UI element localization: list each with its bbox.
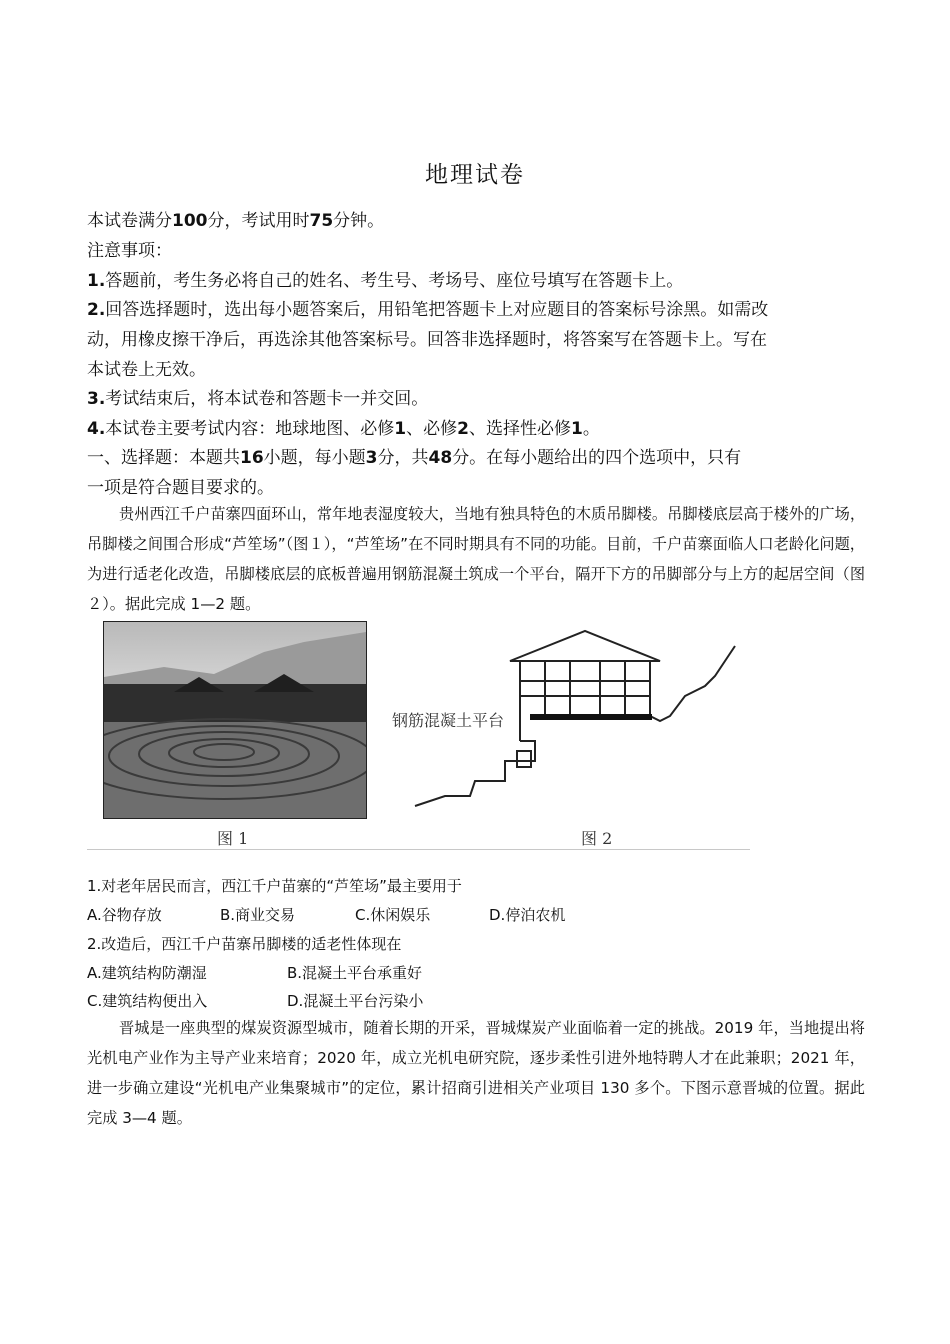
section-heading-cont: 一项是符合题目要求的。 [87,478,274,498]
notice-num: 1 [570,419,583,439]
score-middle: 分，考试用时 [207,211,310,231]
points-total: 48 [428,448,453,468]
notice-text: 、必修 [406,419,458,439]
notice-num: 4. [87,419,106,439]
question-2-option-b: B.混凝土平台承重好 [287,964,423,982]
full-score: 100 [172,211,208,231]
question-1-option-d: D.停泊农机 [489,906,566,924]
passage-jincheng: 晋城是一座典型的煤炭资源型城市，随着长期的开采，晋城煤炭产业面临着一定的挑战。2019 年，当地提出将光机电产业作为主导产业来培育；2020 年，成立光机电研究院，逐步柔性引进外地特聘人才在此兼职；2021 年，进一步确立建设“光机电产业集聚城市”的定位，累计招商引进相关产业项目 130 多个。下图示意晋城的位置。据此完成 3—4 题。 [87,1019,865,1127]
question-1-option-a: A.谷物存放 [87,906,162,924]
figure-2-label: 钢筋混凝土平台 [392,711,505,730]
question-1-stem: 1.对老年居民而言，西江千户苗寨的“芦笙场”最主要用于 [87,877,462,895]
score-suffix: 分钟。 [333,211,385,231]
question-2-option-c: C.建筑结构便出入 [87,992,208,1010]
notice-item-2-cont: 动，用橡皮擦干净后，再选涂其他答案标号。回答非选择题时，将答案写在答题卡上。写在 [87,330,767,350]
question-count: 16 [240,448,264,468]
notice-item-2 [87,295,768,320]
notice-num: 3. [87,389,106,409]
exam-time: 75 [309,211,334,231]
notice-text: 。 [582,419,600,439]
roof-outline [510,631,660,661]
hillside-right [650,646,735,721]
notice-text: 回答选择题时，选出每小题答案后，用铅笔把答题卡上对应题目的答案标号涂黑。如需改 [105,300,769,320]
notice-text: 考试结束后，将本试卷和答题卡一并交回。 [105,389,429,409]
section-heading [87,443,741,468]
question-2-option-d: D.混凝土平台污染小 [287,992,424,1010]
stilt-houses [104,684,366,724]
notice-num: 2 [457,419,469,439]
page-title: 地理试卷 [425,162,525,188]
notice-heading: 注意事项： [87,241,172,261]
score-prefix: 本试卷满分 [87,211,172,231]
notice-item-2-end: 本试卷上无效。 [87,360,206,380]
passage-miao-village: 贵州西江千户苗寨四面环山，常年地表湿度较大，当地有独具特色的木质吊脚楼。吊脚楼底层高于楼外的广场，吊脚楼之间围合形成“芦笙场”（图１），“芦笙场”在不同时期具有不同的功能。目前，千户苗寨面临人口老龄化问题，为进行适老化改造，吊脚楼底层的底板普遍用钢筋混凝土筑成一个平台，隔开下方的吊脚部分与上方的起居空间（图２）。据此完成 1—2 题。 [87,505,865,613]
question-2-option-a: A.建筑结构防潮湿 [87,964,207,982]
notice-num: 1. [87,271,106,291]
section-text: 一、选择题：本题共 [87,448,240,468]
figure-1-caption: 图 1 [217,829,249,848]
section-text: 小题，每小题 [263,448,366,468]
exam-info-line [87,206,384,231]
points-each: 3 [365,448,378,468]
divider [87,849,750,850]
question-2-stem: 2.改造后，西江千户苗寨吊脚楼的适老性体现在 [87,935,402,953]
question-1-option-b: B.商业交易 [220,906,296,924]
notice-num: 1 [394,419,407,439]
figure-2-caption: 图 2 [581,829,613,848]
notice-text: 、选择性必修 [468,419,571,439]
section-text: 分，共 [377,448,429,468]
notice-item-4 [87,414,600,439]
notice-item-3 [87,384,428,409]
figure-1-drawing [104,622,366,818]
question-1-option-c: C.休闲娱乐 [355,906,431,924]
section-text: 分。在每小题给出的四个选项中，只有 [452,448,742,468]
notice-text: 答题前，考生务必将自己的姓名、考生号、考场号、座位号填写在答题卡上。 [105,271,684,291]
notice-item-1 [87,266,683,291]
concrete-platform [530,714,652,720]
notice-num: 2. [87,300,106,320]
stilt-base [517,751,531,767]
notice-text: 本试卷主要考试内容：地球地图、必修 [105,419,395,439]
figure-1-photo [103,621,367,819]
